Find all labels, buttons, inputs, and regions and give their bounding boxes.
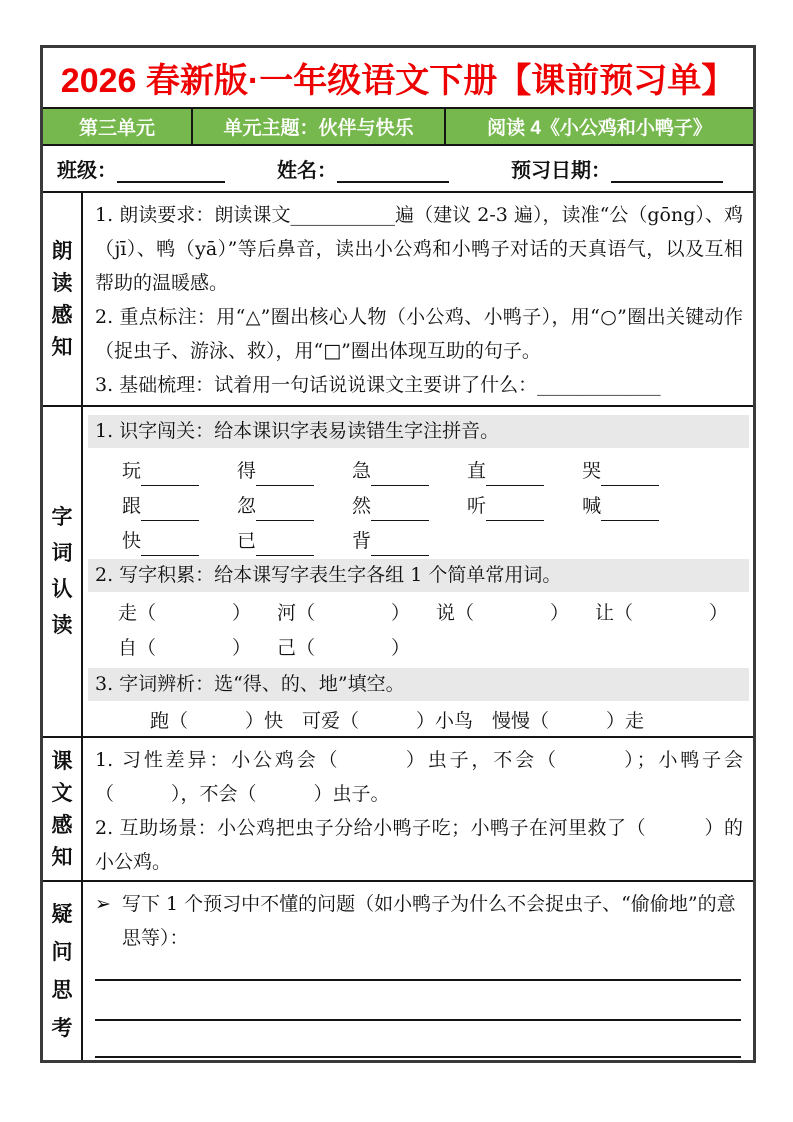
section-reading-perception (43, 193, 753, 407)
word-blank: 己（ ） (277, 636, 411, 659)
word-discrimination-header: 3. 字词辨析：选“得、的、地”填空。 (88, 668, 749, 701)
unit-theme: 单元主题：伙伴与快乐 (193, 109, 446, 144)
answer-line-3 (95, 1021, 741, 1058)
char: 快 (122, 530, 142, 552)
arrow-bullet-icon: ➢ (95, 893, 111, 915)
char: 哭 (582, 460, 602, 482)
char: 听 (467, 495, 487, 517)
date-label: 预习日期： (511, 160, 611, 182)
answer-line-2 (95, 981, 741, 1021)
literacy-challenge-header: 1. 识字闯关：给本课识字表易读错生字注拼音。 (88, 415, 749, 448)
question-prompt-text: 写下 1 个预习中不懂的问题（如小鸭子为什么不会捉虫子、“偷偷地”的意思等）： (122, 893, 736, 949)
unit-bar (43, 109, 753, 146)
word-blank: 走（ ） (118, 601, 252, 624)
unit-number: 第三单元 (43, 109, 193, 144)
char: 然 (352, 495, 372, 517)
de-fill-line: 跑（ ）快 可爱（ ）小鸟 慢慢（ ）走 (150, 710, 645, 732)
pinyin-blank (141, 493, 199, 521)
label-char: 认 (51, 578, 73, 601)
worksheet-page (40, 45, 756, 1063)
pinyin-blank (601, 493, 659, 521)
class-blank (117, 159, 225, 183)
label-char: 读 (51, 614, 73, 637)
label-char: 疑 (51, 902, 73, 926)
pinyin-blank (486, 493, 544, 521)
pinyin-blank (256, 458, 314, 486)
title-row (43, 48, 753, 109)
words-content (83, 407, 753, 736)
char: 喊 (582, 495, 602, 517)
label-char: 文 (51, 781, 73, 805)
label-char: 感 (51, 303, 73, 327)
section-label-questions (43, 882, 83, 1060)
pinyin-blank (256, 528, 314, 556)
class-label: 班级： (57, 160, 117, 182)
section-label-words (43, 407, 83, 736)
page-title: 2026 春新版·一年级语文下册【课前预习单】 (60, 62, 736, 100)
label-char: 词 (51, 542, 73, 565)
label-char: 问 (51, 940, 73, 964)
pinyin-blank (601, 458, 659, 486)
word-blank: 河（ ） (277, 601, 411, 624)
char: 玩 (122, 460, 142, 482)
char: 急 (352, 460, 372, 482)
word-row-1 (95, 595, 743, 630)
label-char: 朗 (51, 239, 73, 263)
word-row-2 (95, 630, 743, 665)
pinyin-blank (371, 528, 429, 556)
answer-line-1 (95, 955, 741, 981)
section-label-reading (43, 193, 83, 405)
word-blank: 说（ ） (436, 601, 570, 624)
label-char: 考 (51, 1016, 73, 1040)
reading-item-1: 1. 朗读要求：朗读课文___________遍（建议 2-3 遍），读准“公（gōng）、鸡（jī）、鸭（yā）”等后鼻音，读出小公鸡和小鸭子对话的天真语气，以及互相帮助的温暖感。 (95, 204, 743, 294)
pinyin-blank (371, 458, 429, 486)
mutual-help-item: 2. 互助场景：小公鸡把虫子分给小鸭子吃；小鸭子在河里救了（ ）的小公鸡。 (95, 817, 743, 873)
label-char: 课 (51, 749, 73, 773)
char: 背 (352, 530, 372, 552)
section-questions (43, 882, 753, 1060)
char: 跟 (122, 495, 142, 517)
pinyin-row-3 (95, 521, 743, 556)
label-char: 读 (51, 271, 73, 295)
lesson-title: 阅读 4《小公鸡和小鸭子》 (487, 118, 712, 139)
name-label: 姓名： (277, 160, 337, 182)
date-blank (611, 159, 723, 183)
label-char: 知 (51, 845, 73, 869)
label-char: 字 (51, 506, 73, 529)
section-word-recognition (43, 407, 753, 738)
char: 忽 (237, 495, 257, 517)
section-label-text (43, 738, 83, 880)
char: 直 (467, 460, 487, 482)
name-blank (337, 159, 449, 183)
habit-difference-item: 1. 习性差异：小公鸡会（ ）虫子，不会（ ）；小鸭子会（ ），不会（ ）虫子。 (95, 749, 743, 805)
writing-practice-header: 2. 写字积累：给本课写字表生字各组 1 个简单常用词。 (88, 559, 749, 592)
label-char: 思 (51, 978, 73, 1002)
pinyin-row-2 (95, 486, 743, 521)
label-char: 知 (51, 335, 73, 359)
reading-content (83, 193, 753, 405)
section-text-perception (43, 738, 753, 882)
pinyin-blank (256, 493, 314, 521)
student-info-row (43, 146, 753, 193)
label-char: 感 (51, 813, 73, 837)
reading-item-2: 2. 重点标注：用“△”圈出核心人物（小公鸡、小鸭子），用“○”圈出关键动作（捉虫子、游泳、救），用“□”圈出体现互助的句子。 (95, 306, 743, 362)
pinyin-blank (371, 493, 429, 521)
question-prompt (95, 887, 743, 955)
pinyin-blank (141, 458, 199, 486)
pinyin-blank (141, 528, 199, 556)
text-perception-content (83, 738, 753, 880)
pinyin-row-1 (95, 451, 743, 486)
char: 得 (237, 460, 257, 482)
pinyin-blank (486, 458, 544, 486)
questions-content (83, 882, 753, 1060)
char: 已 (237, 530, 257, 552)
reading-item-3: 3. 基础梳理：试着用一句话说说课文主要讲了什么：_____________ (95, 374, 661, 396)
word-blank: 自（ ） (118, 636, 252, 659)
word-blank: 让（ ） (595, 601, 729, 624)
